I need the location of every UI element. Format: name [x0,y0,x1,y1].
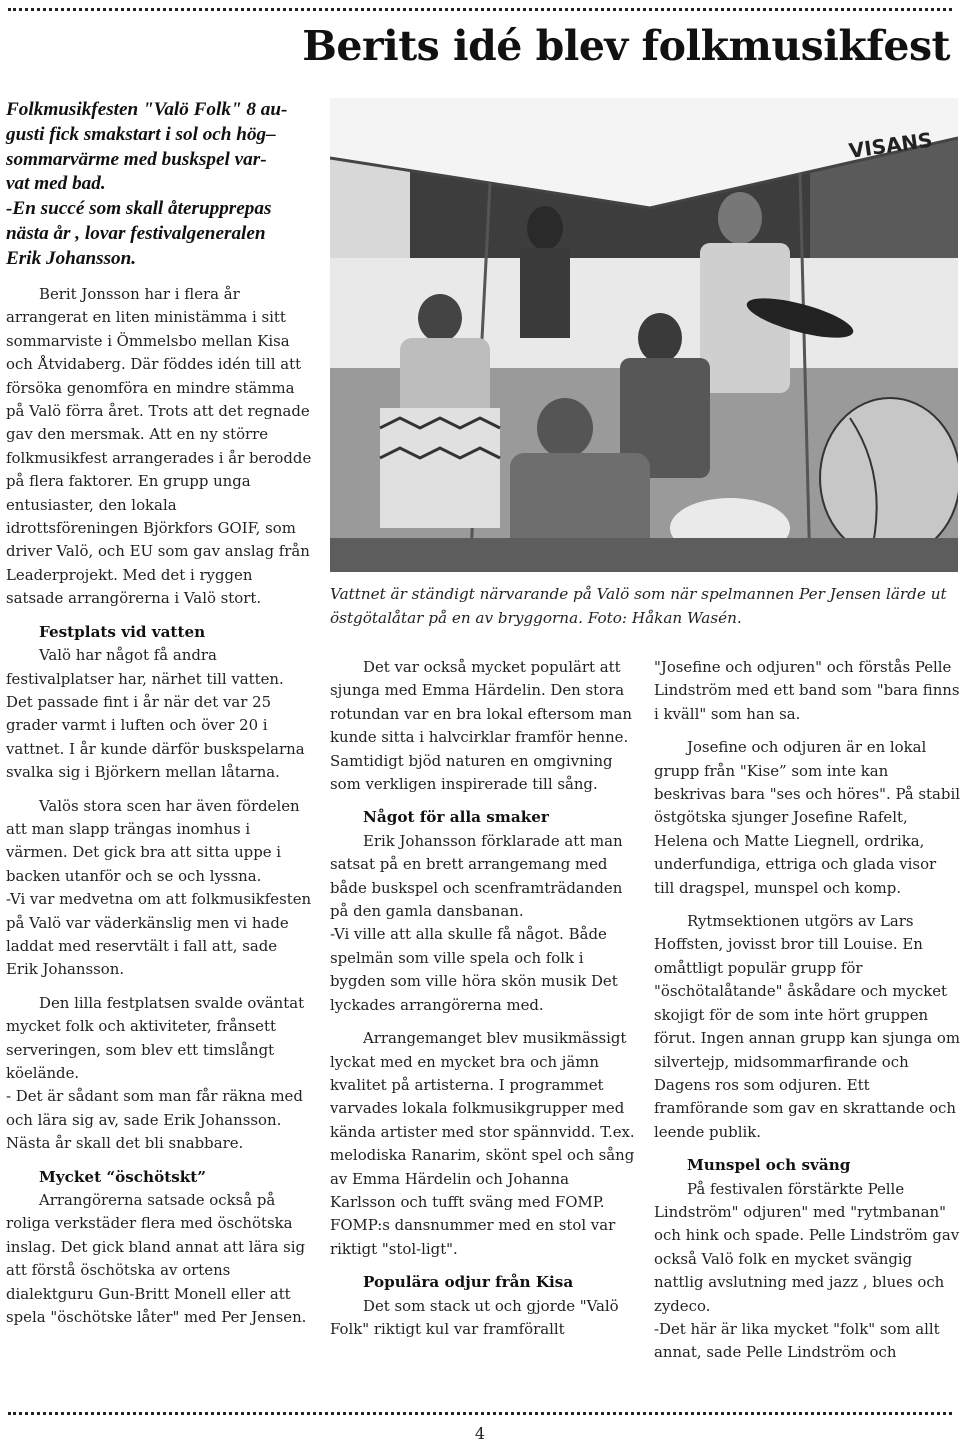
subheading: Populära odjur från Kisa [363,1273,574,1292]
paragraph: Arrangemanget blev musikmässigt lyckat med en mycket bra och jämn kvalitet på artisterna. I programmet varvades lokala folkmusikgrupper med kända artister med stor spännvidd. T.ex. melodiska Ranarim, skönt spel och sång av Emma Härdelin och Johanna Karlsson och tufft sväng med FOMP. FOMP:s dansnummer med en stol var riktigt "stol-ligt". [330,1029,635,1258]
paragraph: Det var också mycket populärt att sjunga med Emma Härdelin. Den stora rotundan var en bra lokal eftersom man kunde sitta i halvcirklar framför henne. Samtidigt bjöd naturen en omgivning som verkligen inspirerade till sång. [330,658,632,794]
subheading: Mycket “öschötskt” [39,1167,207,1186]
intro-line: gusti fick smakstart i sol och hög– [6,123,276,145]
text-column-3 [654,656,960,1365]
paragraph: -Vi ville att alla skulle få något. Både spelmän som ville spela och folk i bygden som ville höra skön musik Det lyckades arrangörerna med. [330,925,618,1014]
intro-line: Erik Johansson. [6,247,137,269]
paragraph: På festivalen förstärkte Pelle Lindström" odjuren" med "rytmbanan" och hink och spade. Pelle Lindström gav också Valö folk en mycket svängig nattlig avslutning med jazz , blues och zydeco. [654,1179,960,1315]
text-column-2 [330,656,636,1341]
article-intro [6,98,306,272]
intro-line: nästa år , lovar festivalgeneralen [6,222,266,244]
paragraph: Den lilla festplatsen svalde oväntat mycket folk och aktiviteter, frånsett serveringen, som blev ett timslångt köelände. [6,993,305,1082]
article-headline: Berits idé blev folkmusikfest [302,22,950,70]
bottom-dotted-rule [8,1412,952,1415]
text-column-1 [6,283,312,1329]
paragraph: Berit Jonsson har i flera år arrangerat en liten ministämma i sitt sommarviste i Ömmelsbo mellan Kisa och Åtvidaberg. Där föddes idén till att försöka genomföra en mindre stämma på Valö förra året. Trots att det regnade gav den mersmak. Att en ny större folkmusikfest arrangerades i år berodde på flera faktorer. En grupp unga entusiaster, den lokala idrottsföreningen Björkfors GOIF, som driver Valö, och EU som gav anslag från Leaderprojekt. Med det i ryggen satsade arrangörerna i Valö stort. [6,285,312,608]
intro-line: -En succé som skall återupprepas [6,198,272,220]
page-number: 4 [474,1424,486,1443]
tent-banner-text: VISANS [847,127,934,163]
paragraph: -Det här är lika mycket "folk" som allt annat, sade Pelle Lindström och [654,1319,940,1362]
intro-line: vat med bad. [6,173,106,195]
paragraph: -Vi var medvetna om att folkmusikfesten på Valö var väderkänslig men vi hade laddat med reservtält i fall att, sade Erik Johansson. [6,890,312,979]
paragraph: Erik Johansson förklarade att man satsat på en brett arrangemang med både buskspel och scenframträdanden på den gamla dansbanan. [330,831,623,921]
paragraph: Valö har något få andra festivalplatser har, närhet till vatten. Det passade fint i år när det var 25 grader varmt i luften och över 20 i vattnet. I år kunde därför buskspelarna svalka sig i Björkern mellan låtarna. [6,646,305,782]
paragraph: Arrangörerna satsade också på roliga verkstäder flera med öschötska inslag. Det gick bland annat att lära sig att förstå öschötska av ortens dialektguru Gun-Britt Monell eller att spela "öschötske låter" med Per Jensen. [6,1191,307,1327]
subheading: Något för alla smaker [363,808,549,827]
subheading: Festplats vid vatten [39,622,206,641]
paragraph: Josefine och odjuren är en lokal grupp från "Kise” som inte kan beskrivas bara "ses och höres". På stabil östgötska sjunger Josefine Rafelt, Helena och Matte Liegnell, ordrika, underfundiga, ettriga och glada visor till dragspel, munspel och komp. [654,738,960,897]
paragraph: Det som stack ut och gjorde "Valö Folk" riktigt kul var framförallt [330,1296,619,1338]
paragraph: "Josefine och odjuren" och förstås Pelle Lindström med ett band som "bara finns i kväll" som han sa. [654,658,960,723]
paragraph: Valös stora scen har även fördelen att man slapp trängas inomhus i värmen. Det gick bra att sitta uppe i backen utanför och se och lyssna. [6,796,300,885]
festival-photo [330,98,958,572]
top-dotted-rule [8,8,952,11]
paragraph: - Det är sådant som man får räkna med och lära sig av, sade Erik Johansson. Nästa år skall det bli snabbare. [6,1087,303,1153]
intro-line: sommarvärme med buskspel var- [6,148,267,170]
subheading: Munspel och sväng [687,1156,851,1175]
intro-line: Folkmusikfesten "Valö Folk" 8 au- [6,99,288,120]
paragraph: Rytmsektionen utgörs av Lars Hoffsten, jovisst bror till Louise. En omåttligt populär grupp för "öschötalåtande" åskådare och mycket skojigt för de som inte hört gruppen förut. Ingen annan grupp kan sjunga om silvertejp, midsommarfirande och Dagens ros som odjuren. Ett framförande som gav en skrattande och leende publik. [654,912,960,1141]
photo-caption: Vattnet är ständigt närvarande på Valö som när spelmannen Per Jensen lärde ut östgötalåtar på en av bryggorna. Foto: Håkan Wasén. [330,585,947,627]
